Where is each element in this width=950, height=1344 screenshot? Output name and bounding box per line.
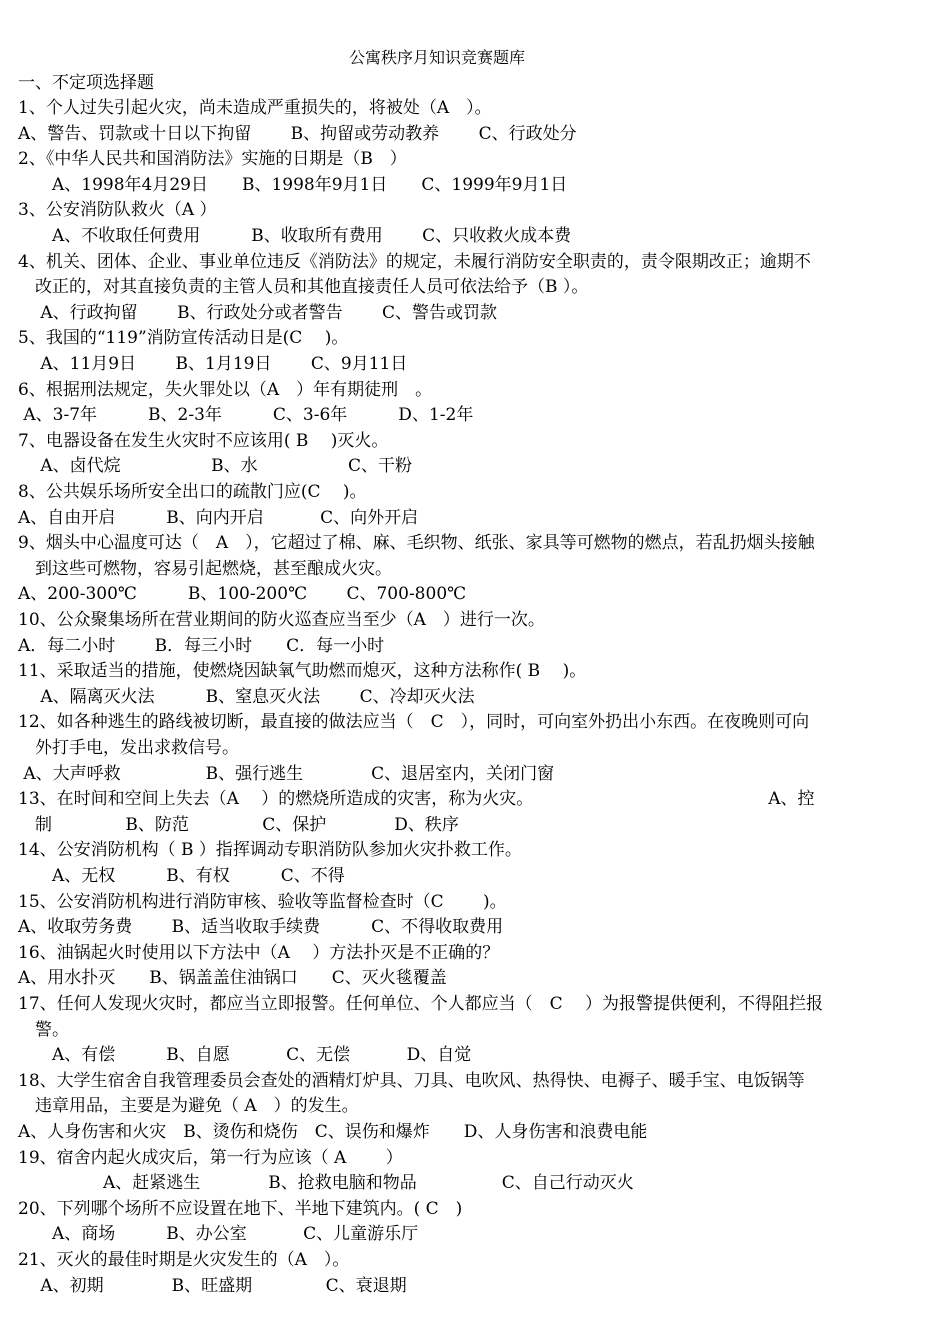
question-line: A、11月9日 B、1月19日 C、9月11日: [18, 354, 408, 374]
section-heading: 一、不定项选择题: [18, 73, 154, 93]
question-line: A、200-300℃ B、100-200℃ C、700-800℃: [18, 584, 467, 605]
question-line: 外打手电，发出求救信号。: [18, 738, 239, 758]
question-line: 16、油锅起火时使用以下方法中（A ）方法扑灭是不正确的？: [18, 942, 500, 963]
question-line: 2、《中华人民共和国消防法》实施的日期是（B ）: [18, 149, 407, 170]
question-line: A、不收取任何费用 B、收取所有费用 C、只收救火成本费: [18, 226, 572, 246]
question-line: A、赶紧逃生 B、抢救电脑和物品 C、自己行动灭火: [18, 1173, 634, 1194]
question-line: 10、公众聚集场所在营业期间的防火巡查应当至少（A ）进行一次。: [18, 610, 545, 630]
question-line: 6、根据刑法规定，失火罪处以（A ）年有期徒刑 。: [18, 379, 433, 400]
question-line: 20、下列哪个场所不应设置在地下、半地下建筑内。( C ): [18, 1198, 463, 1219]
question-line: 21、灭火的最佳时期是火灾发生的（A ）。: [18, 1250, 350, 1270]
question-line: A、卤代烷 B、水 C、干粉: [18, 456, 412, 477]
question-line: A、大声呼救 B、强行逃生 C、退居室内，关闭门窗: [18, 763, 555, 784]
question-line: A、商场 B、办公室 C、儿童游乐厅: [18, 1224, 419, 1245]
question-line: A、用水扑灭 B、锅盖盖住油锅口 C、灭火毯覆盖: [18, 968, 447, 989]
question-line: A、警告、罚款或十日以下拘留 B、拘留或劳动教养 C、行政处分: [18, 123, 577, 144]
question-line: 17、任何人发现火灾时，都应当立即报警。任何单位、个人都应当（ C ）为报警提供便利，不得阻拦报: [18, 994, 824, 1014]
question-line: 1、个人过失引起火灾，尚未造成严重损失的，将被处（A ）。: [18, 98, 492, 118]
question-line: A、行政拘留 B、行政处分或者警告 C、警告或罚款: [18, 302, 497, 323]
question-line: 13、在时间和空间上失去（A ）的燃烧所造成的灾害，称为火灾。 A、控: [18, 789, 815, 810]
question-line: 12、如各种逃生的路线被切断，最直接的做法应当（ C ），同时，可向室外扔出小东西。在夜晚则可向: [18, 712, 810, 733]
question-line: 警。: [18, 1019, 69, 1040]
question-line: A、有偿 B、自愿 C、无偿 D、自觉: [18, 1045, 472, 1066]
question-line: 4、机关、团体、企业、事业单位违反《消防法》的规定，未履行消防安全职责的，责令限期改正；逾期不: [18, 251, 811, 272]
question-line: 到这些可燃物，容易引起燃烧，甚至酿成火灾。: [18, 558, 392, 579]
question-line: A、隔离灭火法 B、窒息灭火法 C、冷却灭火法: [18, 686, 475, 707]
question-line: 3、公安消防队救火（A ）: [18, 200, 217, 221]
question-line: A、初期 B、旺盛期 C、衰退期: [18, 1275, 407, 1296]
question-line: A、收取劳务费 B、适当收取手续费 C、不得收取费用: [18, 917, 504, 938]
question-line: A、自由开启 B、向内开启 C、向外开启: [18, 507, 419, 528]
question-line: 改正的，对其直接负责的主管人员和其他直接责任人员可依法给予（B ）。: [18, 277, 589, 298]
question-line: A、1998年4月29日 B、1998年9月1日 C、1999年9月1日: [18, 174, 568, 195]
question-line: 19、宿舍内起火成灾后，第一行为应该（ A ）: [18, 1147, 403, 1168]
question-line: 9、烟头中心温度可达（ A ），它超过了棉、麻、毛织物、纸张、家具等可燃物的燃点，若乱扔烟头接触: [18, 533, 815, 554]
question-line: 18、大学生宿舍自我管理委员会查处的酒精灯炉具、刀具、电吹风、热得快、电褥子、暖手宝、电饭锅等: [18, 1070, 805, 1091]
question-line: 7、电器设备在发生火灾时不应该用( B )灭火。: [18, 430, 389, 451]
question-line: A、无权 B、有权 C、不得: [18, 866, 345, 886]
question-line: 制 B、防范 C、保护 D、秩序: [18, 814, 459, 835]
question-line: A．每二小时 B．每三小时 C．每一小时: [18, 635, 385, 656]
question-line: A、3-7年 B、2-3年 C、3-6年 D、1-2年: [18, 405, 474, 426]
question-line: 14、公安消防机构（ B ）指挥调动专职消防队参加火灾扑救工作。: [18, 840, 522, 861]
question-line: 15、公安消防机构进行消防审核、验收等监督检查时（C )。: [18, 891, 507, 912]
question-line: 违章用品，主要是为避免（ A ）的发生。: [18, 1096, 359, 1117]
question-line: A、人身伤害和火灾 B、烫伤和烧伤 C、误伤和爆炸 D、人身伤害和浪费电能: [18, 1122, 648, 1142]
question-line: 8、公共娱乐场所安全出口的疏散门应(C )。: [18, 482, 367, 502]
question-line: 5、我国的“119”消防宣传活动日是(C )。: [18, 328, 349, 349]
question-line: 11、采取适当的措施，使燃烧因缺氧气助燃而熄灭，这种方法称作( B )。: [18, 661, 587, 682]
page-title: 公寓秩序月知识竞赛题库: [349, 48, 526, 67]
